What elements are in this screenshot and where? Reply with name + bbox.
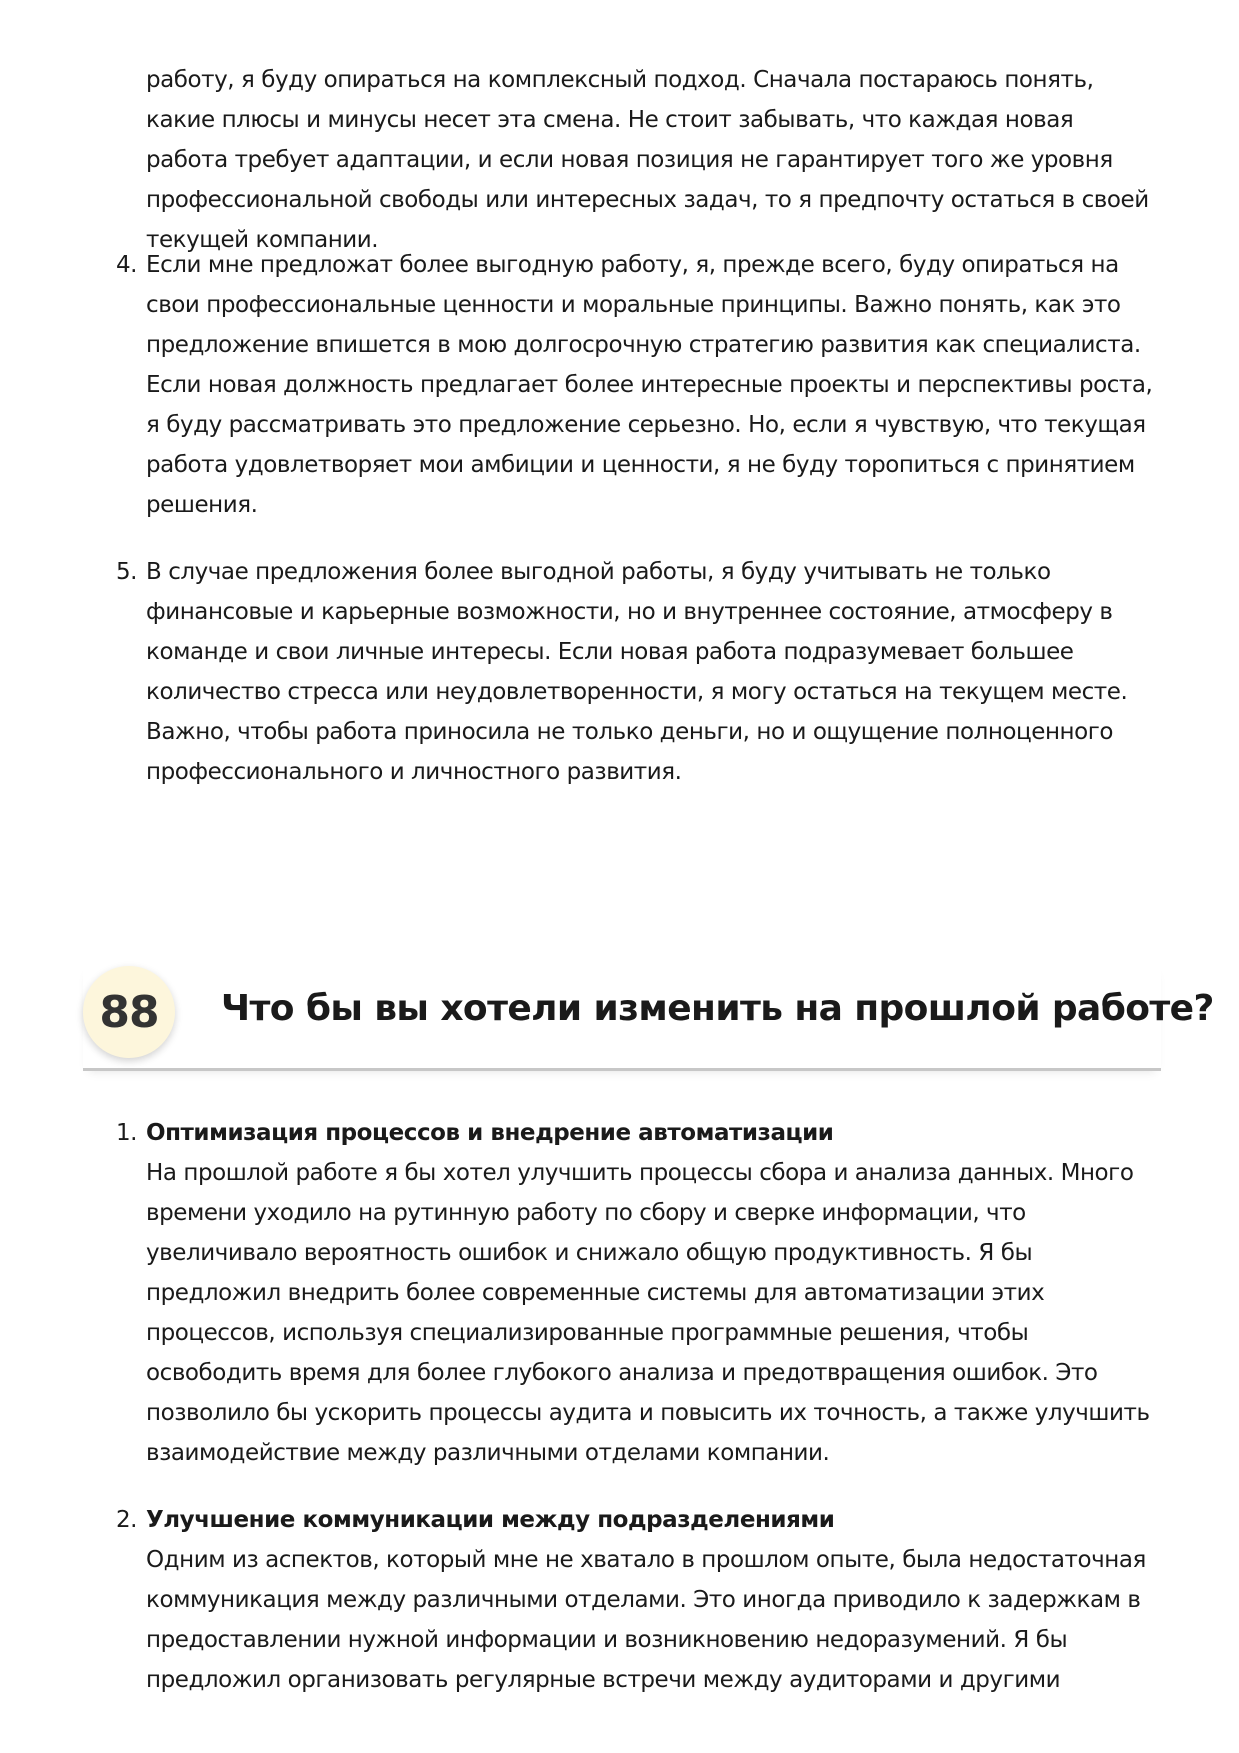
continuation-paragraph bbox=[146, 60, 1156, 260]
list-item-title: Улучшение коммуникации между подразделениями bbox=[146, 1507, 835, 1533]
list-item bbox=[116, 1500, 1156, 1700]
list-item-title: Оптимизация процессов и внедрение автоматизации bbox=[146, 1120, 834, 1146]
list-item bbox=[116, 552, 1156, 792]
list-item bbox=[116, 245, 1156, 525]
question-number: 88 bbox=[99, 986, 159, 1038]
list-item-number: 4. bbox=[116, 252, 138, 278]
list-item-text: Одним из аспектов, который мне не хватало в прошлом опыте, была недостаточная коммуникация между различными отделами. Это иногда приводило к задержкам в предоставлении нужной информации и возникновению недоразумений. Я бы предложил организовать регулярные встречи между аудиторами и другими bbox=[146, 1547, 1146, 1693]
list-item-text: В случае предложения более выгодной работы, я буду учитывать не только финансовые и карьерные возможности, но и внутреннее состояние, атмосферу в команде и свои личные интересы. Если новая работа подразумевает большее количество стресса или неудовлетворенности, я могу остаться на текущем месте. Важно, чтобы работа приносила не только деньги, но и ощущение полноценного профессионального и личностного развития. bbox=[146, 559, 1128, 785]
section-title: Что бы вы хотели изменить на прошлой работе? bbox=[221, 988, 1214, 1029]
continuation-text: работу, я буду опираться на комплексный подход. Сначала постараюсь понять, какие плюсы и минусы несет эта смена. Не стоит забывать, что каждая новая работа требует адаптации, и если новая позиция не гарантирует того же уровня профессиональной свободы или интересных задач, то я предпочту остаться в своей текущей компании. bbox=[146, 67, 1149, 253]
list-item-number: 5. bbox=[116, 559, 138, 585]
list-item bbox=[116, 1113, 1156, 1473]
list-item-text: На прошлой работе я бы хотел улучшить процессы сбора и анализа данных. Много времени уходило на рутинную работу по сбору и сверке информации, что увеличивало вероятность ошибок и снижало общую продуктивность. Я бы предложил внедрить более современные системы для автоматизации этих процессов, используя специализированные программные решения, чтобы освободить время для более глубокого анализа и предотвращения ошибок. Это позволило бы ускорить процессы аудита и повысить их точность, а также улучшить взаимодействие между различными отделами компании. bbox=[146, 1160, 1150, 1466]
list-item-number: 2. bbox=[116, 1507, 138, 1533]
list-item-number: 1. bbox=[116, 1120, 138, 1146]
section-heading bbox=[83, 962, 1214, 1071]
question-number-badge bbox=[83, 966, 175, 1058]
list-item-text: Если мне предложат более выгодную работу, я, прежде всего, буду опираться на свои профессиональные ценности и моральные принципы. Важно понять, как это предложение впишется в мою долгосрочную стратегию развития как специалиста. Если новая должность предлагает более интересные проекты и перспективы роста, я буду рассматривать это предложение серьезно. Но, если я чувствую, что текущая работа удовлетворяет мои амбиции и ценности, я не буду торопиться с принятием решения. bbox=[146, 252, 1153, 518]
